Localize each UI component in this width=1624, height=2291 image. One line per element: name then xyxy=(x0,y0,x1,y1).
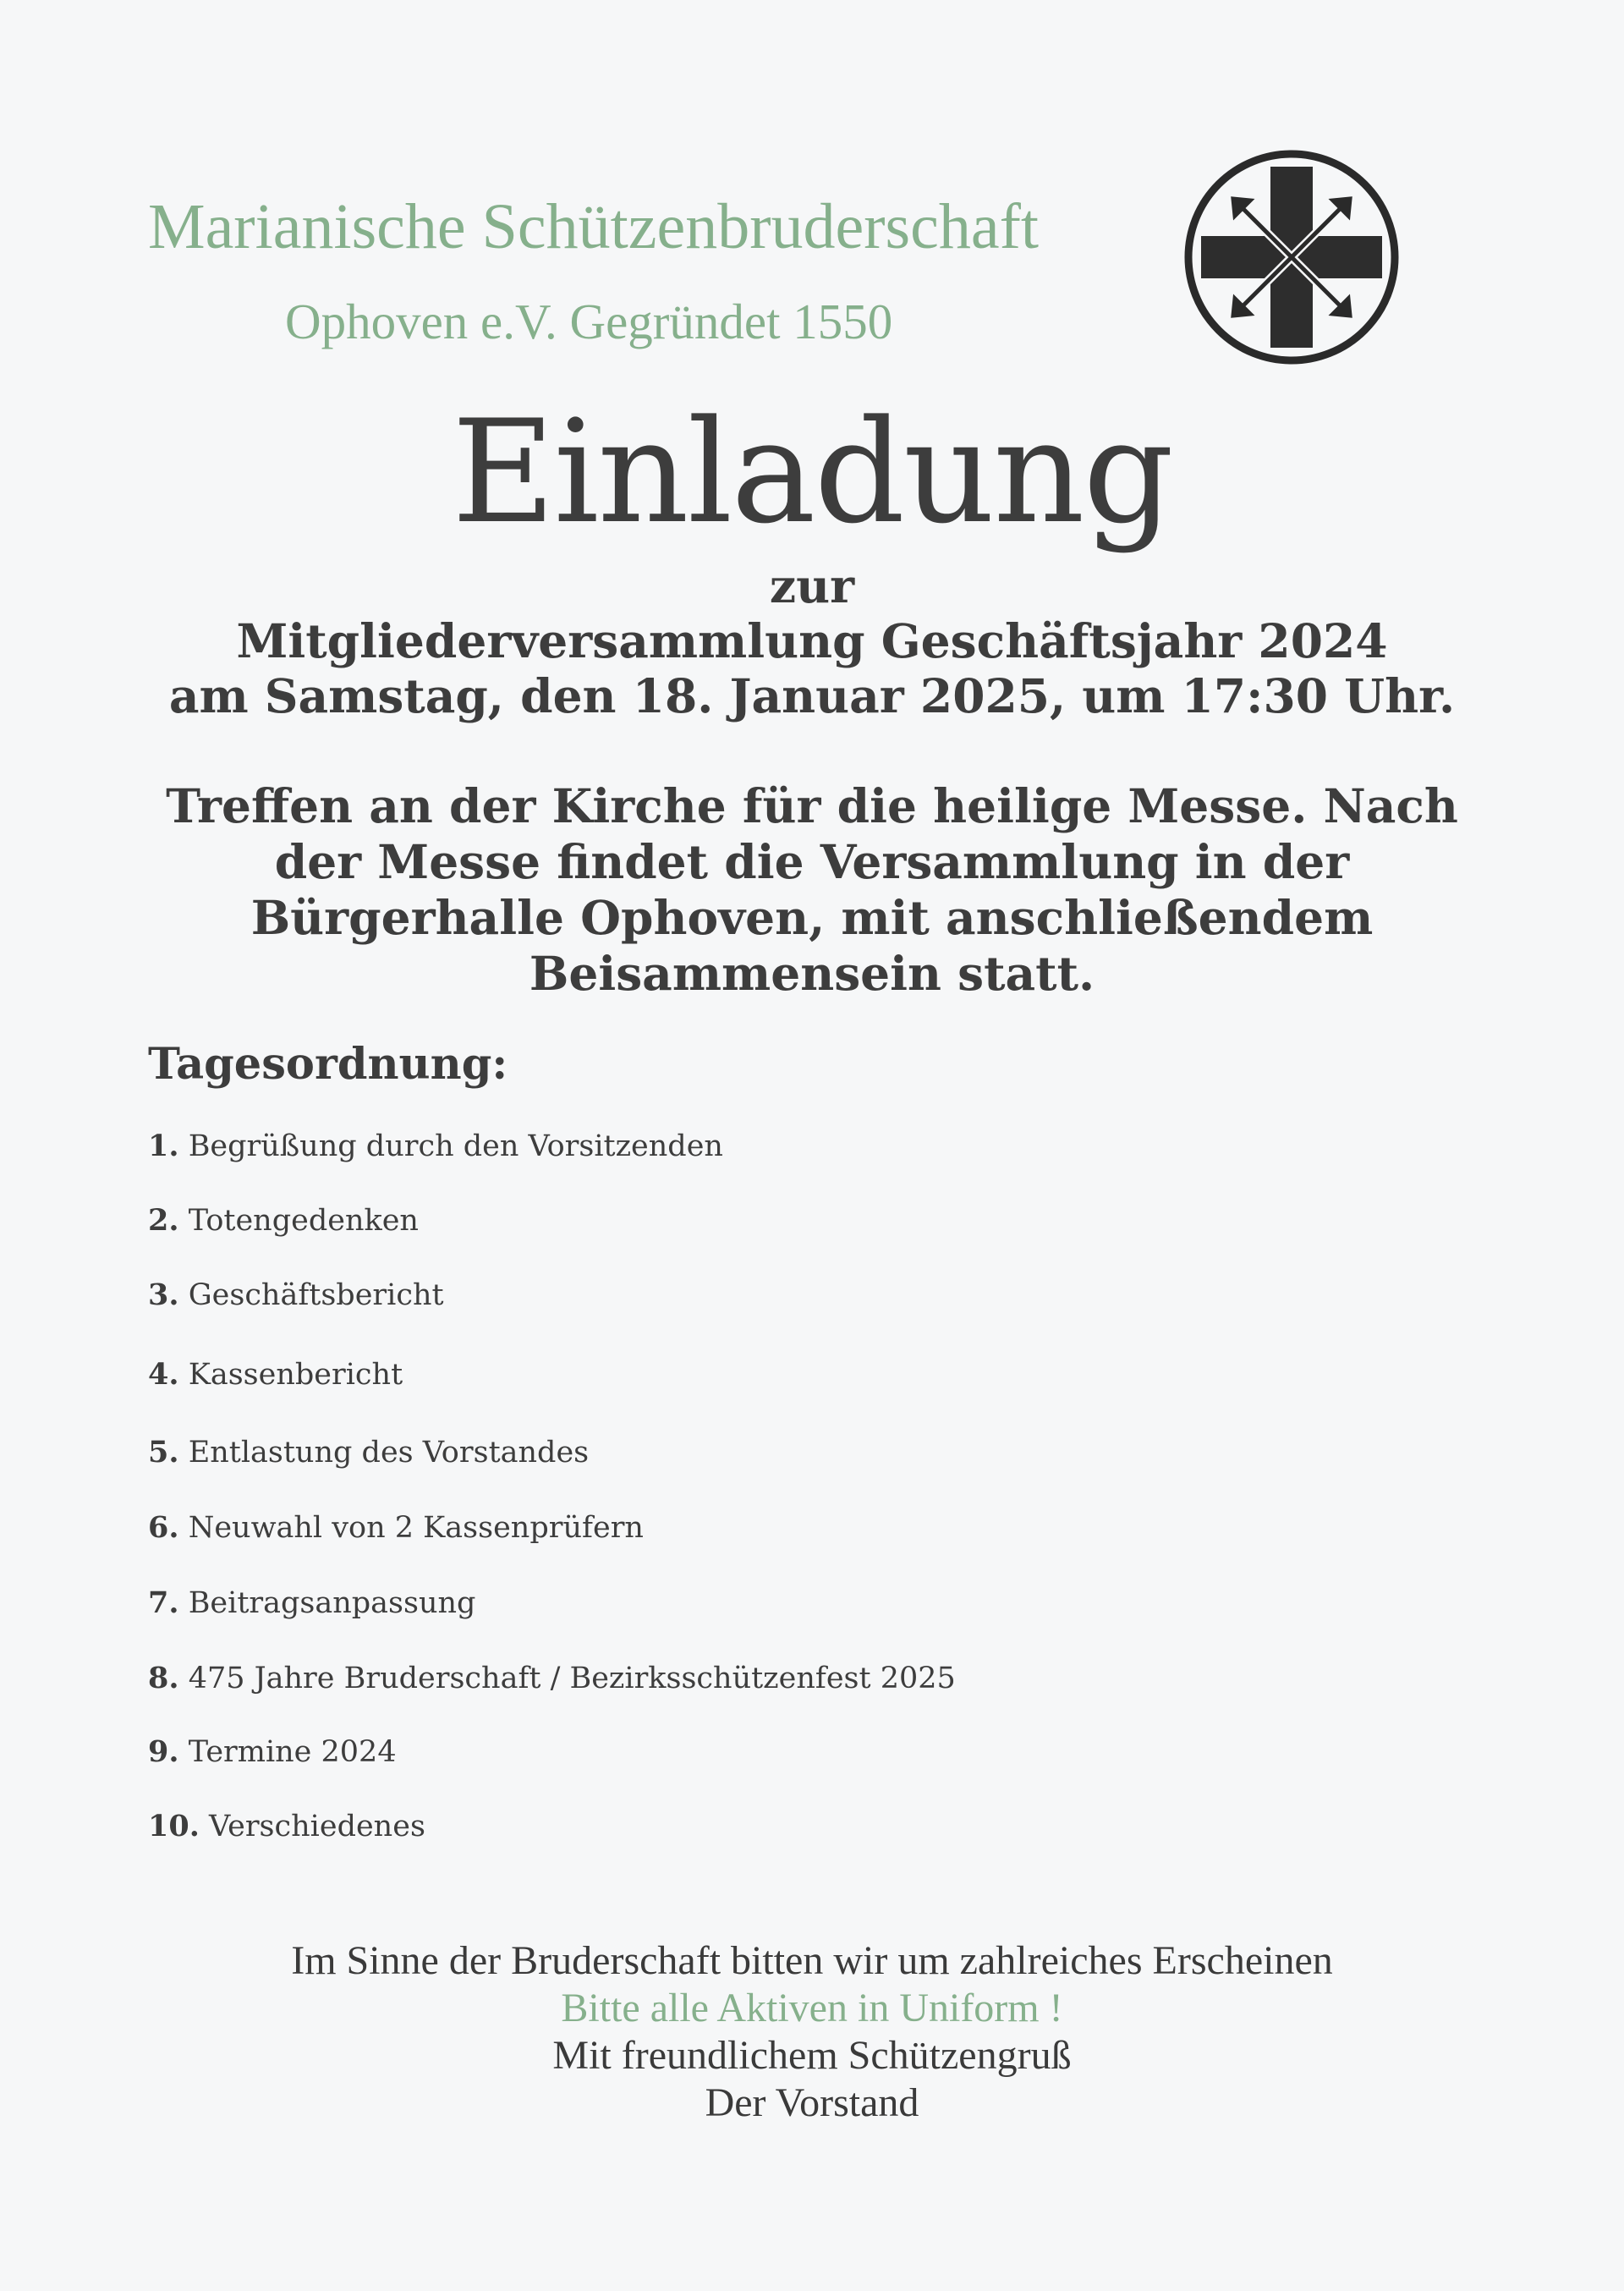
agenda-item xyxy=(148,1277,444,1312)
agenda-item-number: 2. xyxy=(148,1203,179,1238)
greeting: Mit freundlichem Schützengruß xyxy=(552,2033,1072,2078)
agenda-item-text: Beitragsanpassung xyxy=(188,1586,476,1620)
agenda-item-text: Termine 2024 xyxy=(188,1735,397,1769)
signature: Der Vorstand xyxy=(705,2080,919,2125)
agenda-item-number: 6. xyxy=(148,1510,179,1545)
agenda-item-text: Entlastung des Vorstandes xyxy=(188,1436,590,1470)
agenda-item-text: Totengedenken xyxy=(188,1204,419,1238)
invitation-line-zur: zur xyxy=(769,558,855,613)
agenda-item-text: Verschiedenes xyxy=(209,1810,425,1843)
meeting-info-line: Bürgerhalle Ophoven, mit anschließendem xyxy=(250,890,1374,945)
cross-arrows-emblem-icon xyxy=(1182,148,1401,366)
agenda-item xyxy=(148,1129,723,1163)
agenda-item-text: Geschäftsbericht xyxy=(188,1278,444,1312)
invitation-line-meeting: Mitgliederversammlung Geschäftsjahr 2024 xyxy=(236,613,1388,668)
agenda-item xyxy=(148,1734,397,1769)
organization-subtitle: Ophoven e.V. Gegründet 1550 xyxy=(285,294,893,349)
agenda-item-text: Begrüßung durch den Vorsitzenden xyxy=(188,1129,723,1163)
agenda-item xyxy=(148,1510,644,1545)
agenda-item-number: 8. xyxy=(148,1661,179,1695)
agenda-item-text: Neuwahl von 2 Kassenprüfern xyxy=(188,1511,644,1545)
agenda-item-number: 5. xyxy=(148,1435,179,1470)
agenda-item-number: 3. xyxy=(148,1277,179,1312)
organization-name: Marianische Schützenbruderschaft xyxy=(148,191,1040,262)
agenda-item xyxy=(148,1809,425,1843)
agenda-item-number: 10. xyxy=(148,1809,200,1843)
invitation-title: Einladung xyxy=(452,389,1172,555)
agenda-item-number: 7. xyxy=(148,1585,179,1620)
agenda-item xyxy=(148,1435,589,1470)
closing-request: Im Sinne der Bruderschaft bitten wir um zahlreiches Erscheinen xyxy=(291,1938,1333,1983)
meeting-info-line: Treffen an der Kirche für die heilige Messe. Nach xyxy=(166,778,1458,833)
agenda-item-text: 475 Jahre Bruderschaft / Bezirksschützenfest 2025 xyxy=(188,1662,956,1695)
meeting-info-line: Beisammensein statt. xyxy=(529,946,1095,1001)
agenda-heading: Tagesordnung: xyxy=(148,1039,508,1090)
uniform-note: Bitte alle Aktiven in Uniform ! xyxy=(561,1986,1063,2030)
agenda-item-text: Kassenbericht xyxy=(188,1358,403,1392)
agenda-item xyxy=(148,1585,475,1620)
agenda-item-number: 9. xyxy=(148,1734,179,1769)
agenda-item-number: 1. xyxy=(148,1129,179,1163)
meeting-info-line: der Messe findet die Versammlung in der xyxy=(274,834,1350,889)
invitation-line-date: am Samstag, den 18. Januar 2025, um 17:30 Uhr. xyxy=(168,668,1456,723)
agenda-item xyxy=(148,1203,419,1238)
agenda-item-number: 4. xyxy=(148,1357,179,1392)
agenda-item xyxy=(148,1661,956,1695)
agenda-item xyxy=(148,1357,403,1392)
